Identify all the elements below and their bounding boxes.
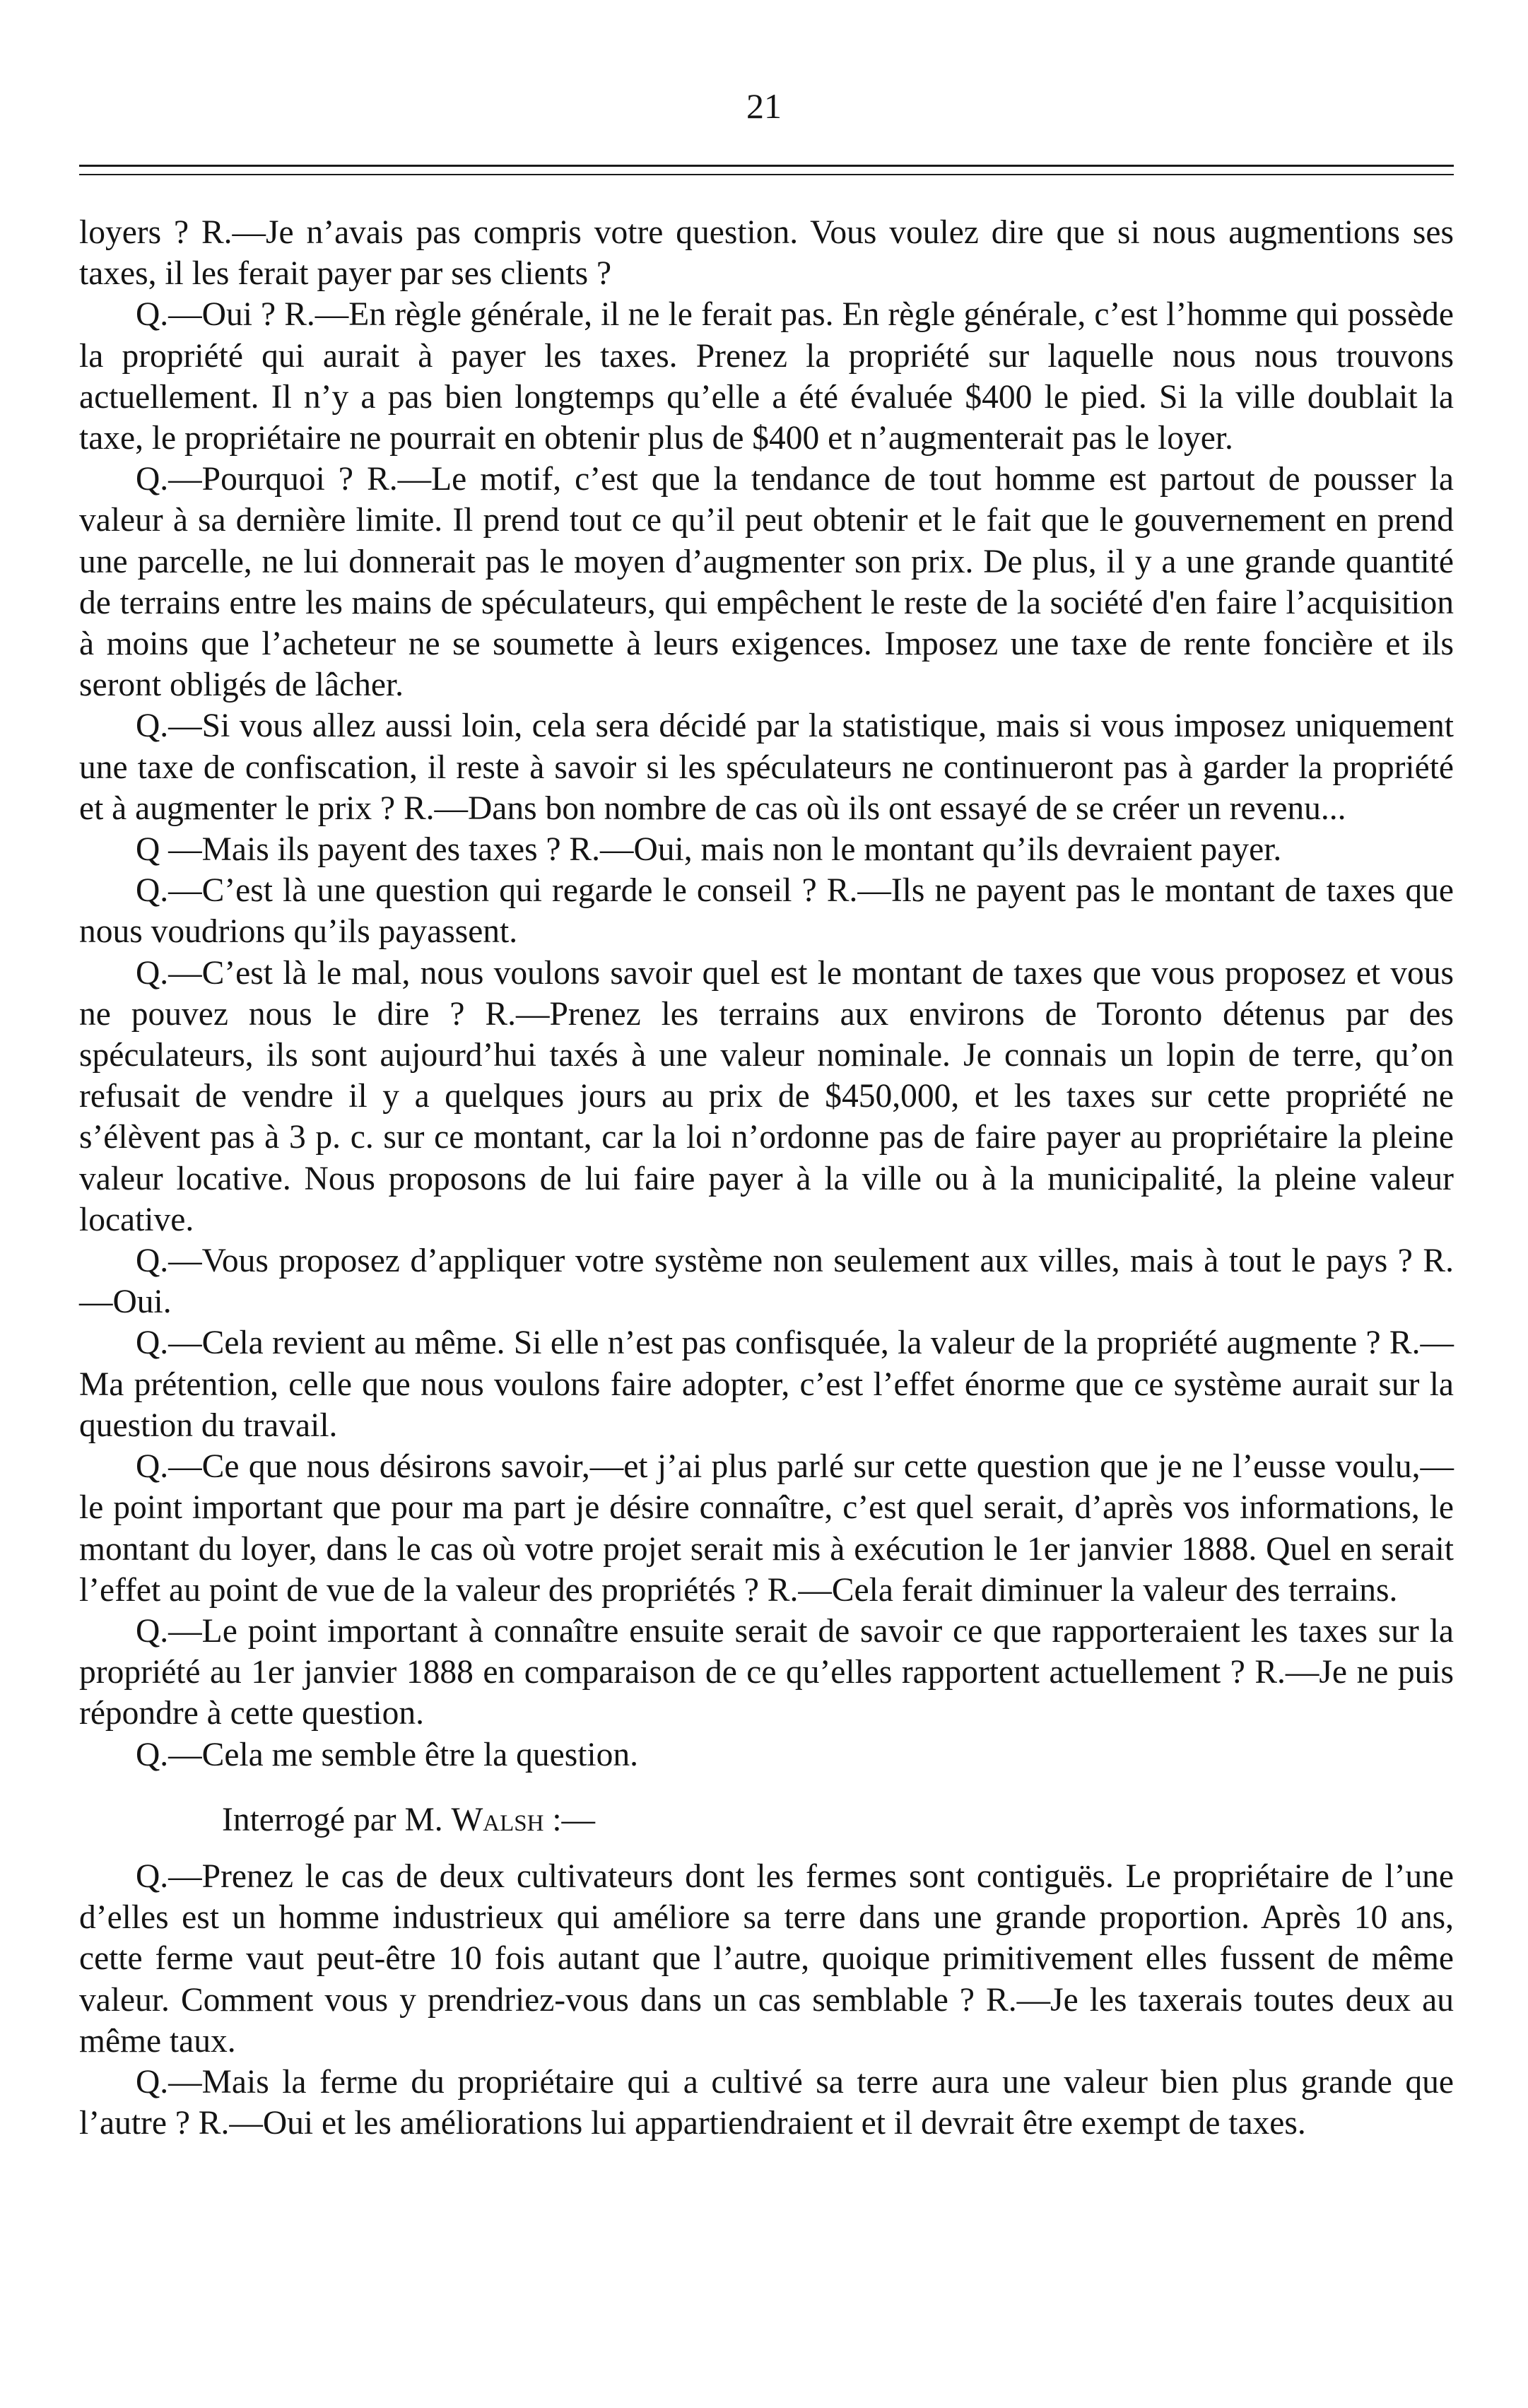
- paragraph: Q.—Pourquoi ? R.—Le motif, c’est que la tendance de tout homme est partout de pousser la valeur à sa dernière limite. Il prend tout ce qu’il peut obtenir et le fait que le gouvernement en prend une parcelle, ne lui donnerait pas le moyen d’augmenter son prix. De plus, il y a une grande quantité de terrains entre les mains de spéculateurs, qui empêchent le reste de la société d'en faire l’acquisition à moins que l’acheteur ne se soumette à leurs exigences. Imposez une taxe de rente foncière et ils seront obligés de lâcher.: [79, 461, 1454, 704]
- interrogation-suffix: :—: [543, 1801, 596, 1838]
- header-rule-bottom: [79, 174, 1454, 175]
- paragraph: Q.—Cela revient au même. Si elle n’est pas confisquée, la valeur de la propriété augmente ? R.—Ma prétention, celle que nous voulons faire adopter, c’est l’effet énorme que ce système aurait sur la question du travail.: [79, 1325, 1454, 1444]
- paragraph: Q.—Cela me semble être la question.: [136, 1736, 638, 1773]
- header-rule-top: [79, 165, 1454, 167]
- paragraph: loyers ? R.—Je n’avais pas compris votre question. Vous voulez dire que si nous augmentions ses taxes, il les ferait payer par ses clients ?: [79, 214, 1454, 293]
- interrogation-heading: [79, 1799, 1454, 1840]
- paragraph: Q.—Mais la ferme du propriétaire qui a cultivé sa terre aura une valeur bien plus grande que l’autre ? R.—Oui et les améliorations lui appartiendraient et il devrait être exempt de taxes.: [79, 2063, 1454, 2142]
- paragraph: Q.—Vous proposez d’appliquer votre système non seulement aux villes, mais à tout le pays ? R.—Oui.: [79, 1243, 1454, 1321]
- page-number: 21: [746, 86, 782, 126]
- paragraph: Q —Mais ils payent des taxes ? R.—Oui, mais non le montant qu’ils devraient payer.: [136, 831, 1282, 869]
- paragraph: Q.—Le point important à connaître ensuite serait de savoir ce que rapporteraient les taxes sur la propriété au 1er janvier 1888 en comparaison de ce qu’elles rapportent actuellement ? R.—Je ne puis répondre à cette question.: [79, 1612, 1454, 1732]
- interrogator-name: Walsh: [451, 1801, 544, 1838]
- body-text: [79, 212, 1454, 2144]
- paragraph: Q.—C’est là le mal, nous voulons savoir quel est le montant de taxes que vous proposez et vous ne pouvez nous le dire ? R.—Prenez les terrains aux environs de Toronto détenus par des spéculateurs, ils sont aujourd’hui taxés à une valeur nominale. Je connais un lopin de terre, qu’on refusait de vendre il y a quelques jours au prix de $450,000, et les taxes sur cette propriété ne s’élèvent pas à 3 p. c. sur ce montant, car la loi n’ordonne pas de faire payer au propriétaire la pleine valeur locative. Nous proposons de lui faire payer à la ville ou à la municipalité, la pleine valeur locative.: [79, 954, 1454, 1238]
- paragraph: Q.—Oui ? R.—En règle générale, il ne le ferait pas. En règle générale, c’est l’homme qui possède la propriété qui aurait à payer les taxes. Prenez la propriété sur laquelle nous nous trouvons actuellement. Il n’y a pas bien longtemps qu’elle a été évaluée $400 le pied. Si la ville doublait la taxe, le propriétaire ne pourrait en obtenir plus de $400 et n’augmenterait pas le loyer.: [79, 296, 1454, 457]
- paragraph: Q.—Prenez le cas de deux cultivateurs dont les fermes sont contiguës. Le propriétaire de l’une d’elles est un homme industrieux qui améliore sa terre dans une grande proportion. Après 10 ans, cette ferme vaut peut-être 10 fois autant que l’autre, quoique primitivement elles fussent de même valeur. Comment vous y prendriez-vous dans un cas semblable ? R.—Je les taxerais toutes deux au même taux.: [79, 1857, 1454, 2060]
- paragraph: Q.—Si vous allez aussi loin, cela sera décidé par la statistique, mais si vous imposez uniquement une taxe de confiscation, il reste à savoir si les spéculateurs ne continueront pas à garder la propriété et à augmenter le prix ? R.—Dans bon nombre de cas où ils ont essayé de se créer un revenu...: [79, 707, 1454, 827]
- paragraph: Q.—C’est là une question qui regarde le conseil ? R.—Ils ne payent pas le montant de taxes que nous voudrions qu’ils payassent.: [79, 872, 1454, 951]
- interrogation-prefix: Interrogé par M.: [222, 1801, 443, 1838]
- paragraph: Q.—Ce que nous désirons savoir,—et j’ai plus parlé sur cette question que je ne l’eusse voulu,—le point important que pour ma part je désire connaître, c’est quel serait, d’après vos informations, le montant du loyer, dans le cas où votre projet serait mis à exécution le 1er janvier 1888. Quel en serait l’effet au point de vue de la valeur des propriétés ? R.—Cela ferait diminuer la valeur des terrains.: [79, 1448, 1454, 1609]
